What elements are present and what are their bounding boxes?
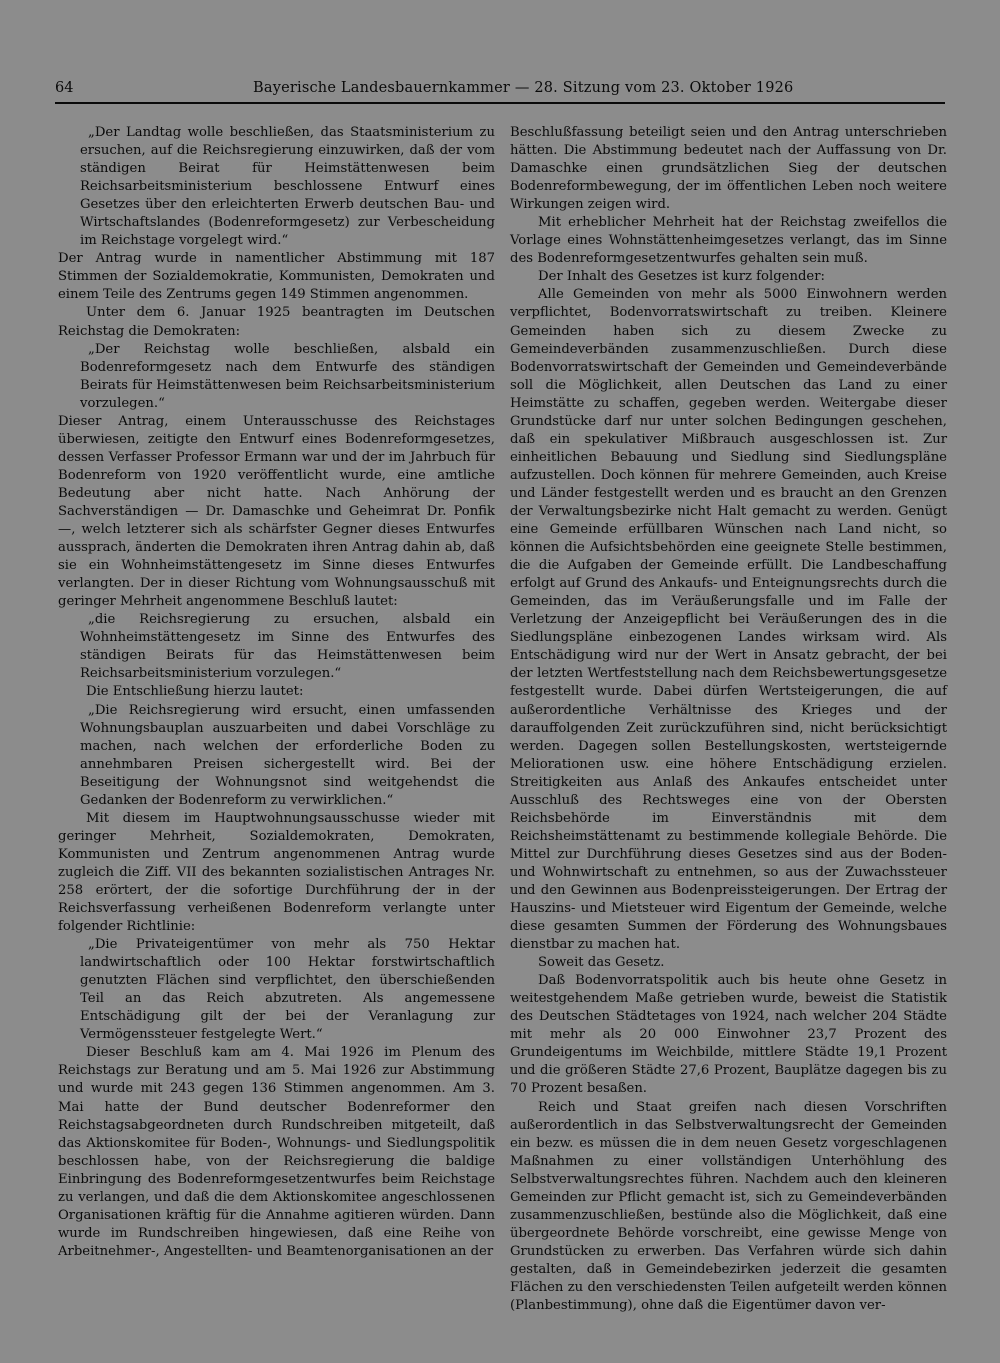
- header-rule: [55, 102, 945, 104]
- page-number: 64: [55, 80, 74, 96]
- paragraph: Die Entschließung hierzu lautet:: [86, 684, 304, 700]
- paragraph: Soweit das Gesetz.: [538, 955, 665, 971]
- paragraph: „die Reichsregierung zu ersuchen, alsbald ein Wohnheimstättengesetz im Sinne des Entwurfes des ständigen Beirats für das Heimstättenwesen beim Reichsarbeitsministerium vorzulegen.“: [80, 612, 495, 682]
- paragraph: Mit diesem im Hauptwohnungsausschusse wieder mit geringer Mehrheit, Sozialdemokraten, Demokraten, Kommunisten und Zentrum angenommenen Antrag wurde zugleich die Ziff. VII des bekannten sozialistischen Antrages Nr. 258 erörtert, der die sofortige Durchführung der in der Reichsverfassung verheißenen Bodenreform verlangte unter folgender Richtlinie:: [58, 810, 495, 935]
- paragraph: „Der Landtag wolle beschließen, das Staatsministerium zu ersuchen, auf die Reichsregierung einzuwirken, daß der vom ständigen Beirat für Heimstättenwesen beim Reichsarbeitsministerium beschlossene Entwurf eines Gesetzes über den erleichterten Erwerb deutschen Bau- und Wirtschaftslandes (Bodenreformgesetz) zur Verbescheidung im Reichstage vorgelegt wird.“: [80, 125, 495, 249]
- paragraph: Der Inhalt des Gesetzes ist kurz folgender:: [538, 269, 825, 285]
- right-column: [510, 124, 947, 1315]
- paragraph: Beschlußfassung beteiligt seien und den Antrag unterschrieben hätten. Die Abstimmung bedeutet nach der Auffassung von Dr. Damaschke einen grundsätzlichen Sieg der deutschen Bodenreformbewegung, der im öffentlichen Leben noch weitere Wirkungen zeigen wird.: [510, 125, 947, 213]
- running-header: [55, 80, 945, 102]
- paragraph: Unter dem 6. Januar 1925 beantragten im Deutschen Reichstag die Demokraten:: [58, 305, 495, 339]
- paragraph: „Die Reichsregierung wird ersucht, einen umfassenden Wohnungsbauplan auszuarbeiten und dabei Vorschläge zu machen, nach welchen der erforderliche Boden zu annehmbaren Preisen sichergestellt wird. Bei der Beseitigung der Wohnungsnot sind weitgehendst die Gedanken der Bodenreform zu verwirklichen.“: [80, 702, 495, 808]
- paragraph: Der Antrag wurde in namentlicher Abstimmung mit 187 Stimmen der Sozialdemokratie, Kommunisten, Demokraten und einem Teile des Zentrums gegen 149 Stimmen angenommen.: [58, 251, 495, 303]
- running-title: Bayerische Landesbauernkammer — 28. Sitzung vom 23. Oktober 1926: [253, 80, 794, 96]
- paragraph: „Der Reichstag wolle beschließen, alsbald ein Bodenreformgesetz nach dem Entwurfe des ständigen Beirats für Heimstättenwesen beim Reichsarbeitsministerium vorzulegen.“: [80, 341, 495, 411]
- paragraph: Mit erheblicher Mehrheit hat der Reichstag zweifellos die Vorlage eines Wohnstättenheimgesetzes verlangt, das im Sinne des Bodenreformgesetzentwurfes gehalten sein muß.: [510, 215, 947, 267]
- left-column: [58, 124, 495, 1261]
- paragraph: Reich und Staat greifen nach diesen Vorschriften außerordentlich in das Selbstverwaltungsrecht der Gemeinden ein bezw. es müssen die in dem neuen Gesetz vorgeschlagenen Maßnahmen zu einer vollständigen Unterhöhlung des Selbstverwaltungsrechtes führen. Nachdem auch den kleineren Gemeinden zur Pflicht gemacht ist, sich zu Gemeindeverbänden zusammenzuschließen, bestünde also die Möglichkeit, daß eine übergeordnete Behörde vorschreibt, eine gewisse Menge von Grundstücken zu erwerben. Das Verfahren würde sich dahin gestalten, daß in Gemeindebezirken jederzeit die gesamten Flächen zu den verschiedensten Teilen aufgeteilt werden können (Planbestimmung), ohne daß die Eigentümer davon ver-: [510, 1099, 947, 1314]
- paragraph: Dieser Beschluß kam am 4. Mai 1926 im Plenum des Reichstags zur Beratung und am 5. Mai 1926 zur Abstimmung und wurde mit 243 gegen 136 Stimmen angenommen. Am 3. Mai hatte der Bund deutscher Bodenreformer den Reichstagsabgeordneten durch Rundschreiben mitgeteilt, daß das Aktionskomitee für Boden-, Wohnungs- und Siedlungspolitik beschlossen habe, von der Reichsregierung die baldige Einbringung des Bodenreformgesetzentwurfes beim Reichstage zu verlangen, und daß die dem Aktionskomitee angeschlossenen Organisationen kräftig für die Annahme agitieren würden. Dann wurde im Rundschreiben hingewiesen, daß eine Reihe von Arbeitnehmer-, Angestellten- und Beamtenorganisationen an der: [58, 1045, 495, 1259]
- paragraph: Daß Bodenvorratspolitik auch bis heute ohne Gesetz in weitestgehendem Maße getrieben wurde, beweist die Statistik des Deutschen Städtetages von 1924, nach welcher 204 Städte mit mehr als 20 000 Einwohner 23,7 Prozent des Grundeigentums im Weichbilde, mittlere Städte 19,1 Prozent und die größeren Städte 27,6 Prozent, Bauplätze dagegen bis zu 70 Prozent besaßen.: [510, 973, 947, 1097]
- paragraph: „Die Privateigentümer von mehr als 750 Hektar landwirtschaftlich oder 100 Hektar forstwirtschaftlich genutzten Flächen sind verpflichtet, den überschießenden Teil an das Reich abzutreten. Als angemessene Entschädigung gilt der bei der Veranlagung zur Vermögenssteuer festgelegte Wert.“: [80, 937, 495, 1043]
- paragraph: Alle Gemeinden von mehr als 5000 Einwohnern werden verpflichtet, Bodenvorratswirtschaft zu treiben. Kleinere Gemeinden haben sich zu diesem Zwecke zu Gemeindeverbänden zusammenzuschließen. Durch diese Bodenvorratswirtschaft der Gemeinden und Gemeindeverbände soll die Möglichkeit, allen Deutschen das Land zu einer Heimstätte zu schaffen, gegeben werden. Weitergabe dieser Grundstücke darf nur unter solchen Bedingungen geschehen, daß ein spekulativer Mißbrauch ausgeschlossen ist. Zur einheitlichen Bebauung und Siedlung sind Siedlungspläne aufzustellen. Doch können für mehrere Gemeinden, auch Kreise und Länder festgestellt werden und es braucht an den Grenzen der Verwaltungsbezirke nicht Halt gemacht zu werden. Genügt eine Gemeinde erfüllbaren Wünschen nach Land nicht, so können die Aufsichtsbehörden eine geeignete Stelle bestimmen, die die Aufgaben der Gemeinde erfüllt. Die Landbeschaffung erfolgt auf Grund des Ankaufs- und Enteignungsrechts durch die Gemeinden, das im Veräußerungsfalle und im Falle der Verletzung der Anzeigepflicht bei Veräußerungen des in die Siedlungspläne einbezogenen Landes wirksam wird. Als Entschädigung wird nur der Wert in Ansatz gebracht, der bei der letzten Wertfeststellung nach dem Reichsbewertungsgesetze festgestellt wurde. Dabei dürfen Wertsteigerungen, die auf außerordentliche Verhältnisse des Krieges und der darauffolgenden Zeit zurückzuführen sind, nicht berücksichtigt werden. Dagegen sollen Bestellungskosten, wertsteigernde Meliorationen usw. eine höhere Entschädigung erzielen. Streitigkeiten aus Anlaß des Ankaufes entscheidet unter Ausschluß des Rechtsweges eine von der Obersten Reichsbehörde im Einverständnis mit dem Reichsheimstättenamt zu bestimmende kollegiale Behörde. Die Mittel zur Durchführung dieses Gesetzes sind aus der Boden- und Wohnwirtschaft zu entnehmen, so aus der Zuwachssteuer und den Gewinnen aus Bodenpreissteigerungen. Der Ertrag der Hauszins- und Mietsteuer wird Eigentum der Gemeinde, welche diese gesamten Summen der Förderung des Wohnungsbaues dienstbar zu machen hat.: [510, 287, 947, 953]
- paragraph: Dieser Antrag, einem Unterausschusse des Reichstages überwiesen, zeitigte den Entwurf eines Bodenreformgesetzes, dessen Verfasser Professor Ermann war und der im Jahrbuch für Bodenreform von 1920 veröffentlicht wurde, eine amtliche Bedeutung aber nicht hatte. Nach Anhörung der Sachverständigen — Dr. Damaschke und Geheimrat Dr. Ponfik —, welch letzterer sich als schärfster Gegner dieses Entwurfes aussprach, änderten die Demokraten ihren Antrag dahin ab, daß sie ein Wohnheimstättengesetz im Sinne dieses Entwurfes verlangten. Der in dieser Richtung vom Wohnungsausschuß mit geringer Mehrheit angenommene Beschluß lautet:: [58, 413, 495, 610]
